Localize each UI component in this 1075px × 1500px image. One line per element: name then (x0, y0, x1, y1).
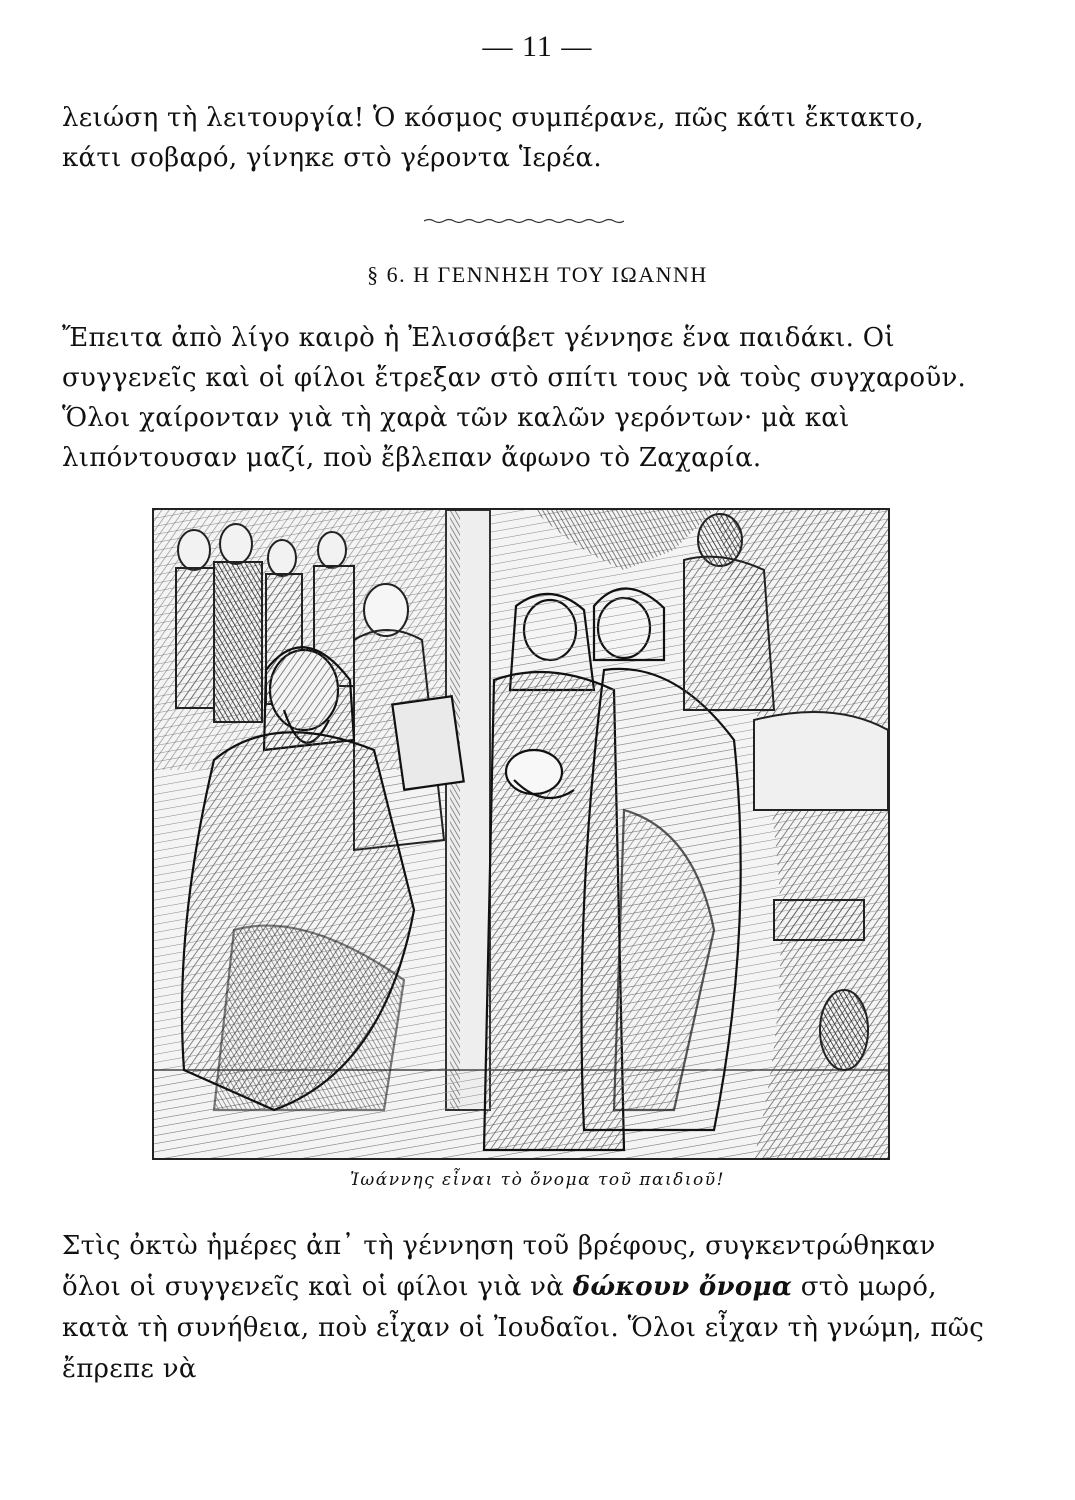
figure-caption: Ἰωάννης εἶναι τὸ ὄνομα τοῦ παιδιοῦ! (350, 1170, 725, 1190)
section-paragraph: Ἔπειτα ἀπὸ λίγο καιρὸ ἡ Ἐλισσάβετ γέννησε ἕνα παιδάκι. Οἱ συγγενεῖς καὶ οἱ φίλοι ἔτρεξαν στὸ σπίτι τους νὰ τοὺς συγχαροῦν. Ὅλοι χαίρονταν γιὰ τὴ χαρὰ τῶν καλῶν γερόντων· μὰ καὶ λιπόντουσαν μαζί, ποὺ ἔβλεπαν ἄφωνο τὸ Ζαχαρία. (62, 323, 967, 473)
section-heading: § 6. Η ΓΕΝΝΗΣΗ ΤΟΥ ΙΩΑΝΝΗ (367, 262, 708, 287)
section-divider (424, 218, 624, 224)
closing-text-start: Στὶς ὀκτὼ ἡμέρες ἀπ᾿ τὴ γέννηση τοῦ βρέφους, συγκεντρώθηκαν ὅλοι οἱ συγγενεῖς καὶ οἱ φίλοι γιὰ νὰ (62, 1231, 936, 1302)
closing-text-emphasis: δώκουν ὄνομα (572, 1272, 793, 1302)
engraving-illustration (152, 508, 890, 1160)
page-number: — 11 — (482, 30, 593, 63)
engraving-drawing (154, 510, 888, 1158)
intro-paragraph: λειώση τὴ λειτουργία! Ὁ κόσμος συμπέρανε, πῶς κάτι ἔκτακτο, κάτι σοβαρό, γίνηκε στὸ γέροντα Ἱερέα. (62, 103, 924, 173)
closing-text-end: στὸ μωρό, κατὰ τὴ συνήθεια, ποὺ εἶχαν οἱ Ἰουδαῖοι. Ὅλοι εἶχαν τὴ γνώμη, πῶς ἔπρεπε νὰ (62, 1272, 985, 1384)
closing-paragraph (62, 1226, 992, 1390)
